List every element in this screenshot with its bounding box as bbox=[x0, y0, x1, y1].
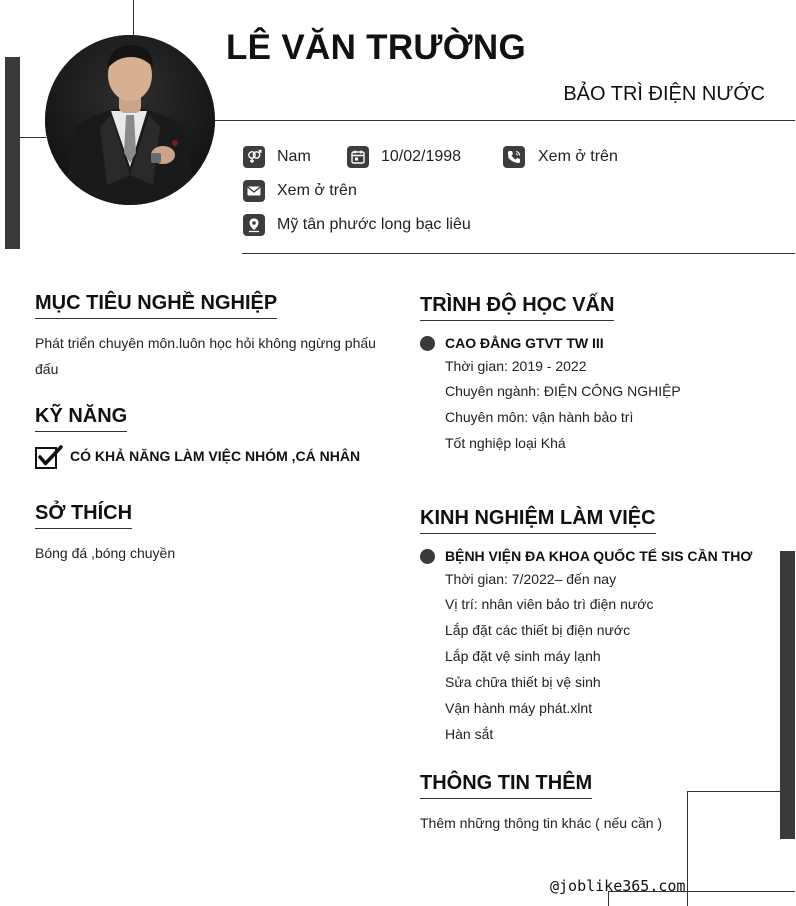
additional-title: THÔNG TIN THÊM bbox=[420, 772, 592, 799]
education-detail: Chuyên ngành: ĐIỆN CÔNG NGHIỆP bbox=[445, 383, 681, 399]
calendar-icon bbox=[347, 146, 369, 168]
birthday-value: 10/02/1998 bbox=[381, 148, 462, 165]
experience-detail: Vị trí: nhân viên bảo trì điện nước bbox=[445, 596, 654, 612]
education-detail: Thời gian: 2019 - 2022 bbox=[445, 358, 587, 374]
skill-item: CÓ KHẢ NĂNG LÀM VIỆC NHÓM ,CÁ NHÂN bbox=[70, 448, 361, 464]
avatar bbox=[45, 35, 215, 205]
check-icon bbox=[35, 445, 63, 469]
objective-text: Phát triển chuyên môn.luôn học hỏi không ngừng phấu đấu bbox=[35, 335, 376, 377]
experience-detail: Hàn sắt bbox=[445, 726, 494, 742]
email-icon bbox=[243, 180, 265, 202]
right-accent-bar bbox=[780, 551, 795, 839]
top-vertical-line bbox=[133, 0, 134, 36]
candidate-name: LÊ VĂN TRƯỜNG bbox=[226, 28, 527, 67]
experience-company: BỆNH VIỆN ĐA KHOA QUỐC TẾ SIS CẦN THƠ bbox=[445, 548, 753, 564]
education-bullet bbox=[420, 336, 435, 351]
corner-box-top bbox=[687, 791, 780, 792]
info-divider bbox=[242, 253, 795, 254]
education-school: CAO ĐẲNG GTVT TW III bbox=[445, 335, 604, 351]
job-position: BẢO TRÌ ĐIỆN NƯỚC bbox=[563, 83, 765, 105]
experience-title: KINH NGHIỆM LÀM VIỆC bbox=[420, 507, 656, 534]
corner-box-left bbox=[687, 791, 688, 906]
address-value: Mỹ tân phước long bạc liêu bbox=[277, 216, 471, 233]
left-accent-bar bbox=[5, 57, 20, 249]
experience-detail: Vận hành máy phát.xlnt bbox=[445, 700, 593, 716]
hobbies-text: Bóng đá ,bóng chuyền bbox=[35, 545, 176, 561]
skills-title: KỸ NĂNG bbox=[35, 405, 127, 432]
education-detail: Tốt nghiệp loại Khá bbox=[445, 435, 566, 451]
education-detail: Chuyên môn: vận hành bảo trì bbox=[445, 409, 634, 425]
experience-detail: Thời gian: 7/2022– đến nay bbox=[445, 571, 617, 587]
photo-side-line bbox=[20, 137, 46, 138]
experience-detail: Sửa chữa thiết bị vệ sinh bbox=[445, 674, 601, 690]
education-title: TRÌNH ĐỘ HỌC VẤN bbox=[420, 294, 614, 321]
watermark: @joblike365.com bbox=[550, 877, 686, 895]
experience-detail: Lắp đặt các thiết bị điện nước bbox=[445, 622, 631, 638]
location-icon bbox=[243, 214, 265, 236]
gender-icon bbox=[243, 146, 265, 168]
hobbies-title: SỞ THÍCH bbox=[35, 502, 132, 529]
experience-detail: Lắp đặt vệ sinh máy lạnh bbox=[445, 648, 601, 664]
email-value: Xem ở trên bbox=[277, 182, 357, 199]
experience-bullet bbox=[420, 549, 435, 564]
phone-icon bbox=[503, 146, 525, 168]
objective-title: MỤC TIÊU NGHỀ NGHIỆP bbox=[35, 292, 277, 319]
header-divider bbox=[215, 120, 795, 121]
phone-value: Xem ở trên bbox=[538, 148, 618, 165]
additional-text: Thêm những thông tin khác ( nếu cần ) bbox=[420, 815, 663, 831]
gender-value: Nam bbox=[277, 148, 311, 165]
